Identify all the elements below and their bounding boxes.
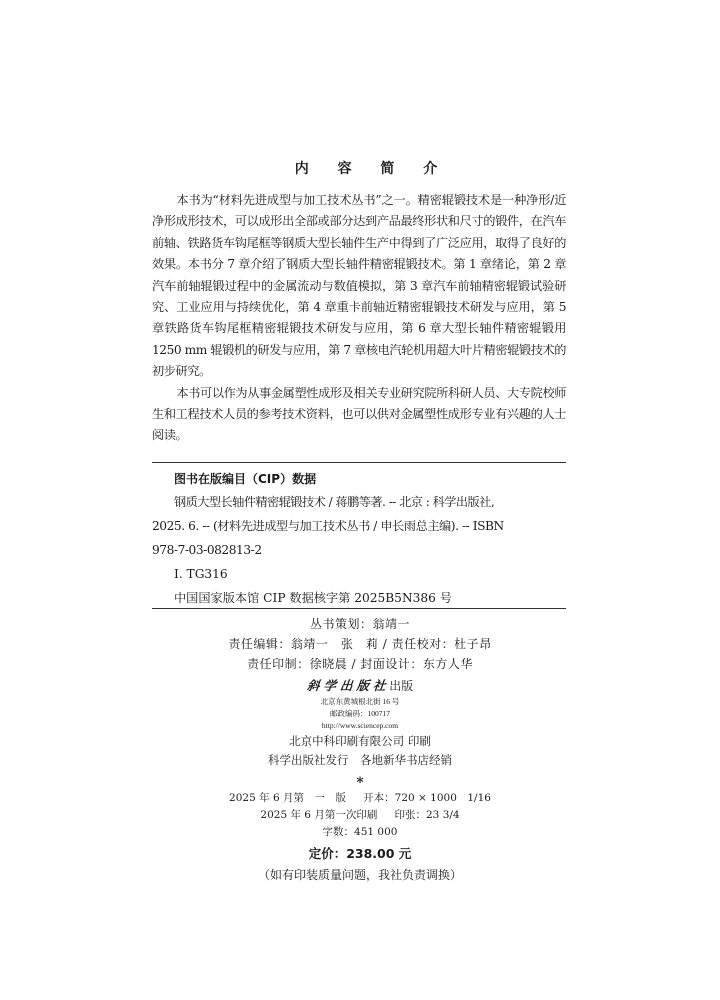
responsible-editors: 责任编辑：翁靖一 张 莉 / 责任校对：杜子昂	[228, 637, 492, 651]
publisher-postcode: 邮政编码：100717	[330, 709, 390, 718]
publisher-website: http://www.sciencep.com	[321, 721, 399, 730]
cip-top-rule	[152, 462, 566, 463]
cip-heading: 图书在版编目（CIP）数据	[174, 472, 317, 486]
intro-title: 内 容 简 介	[294, 161, 450, 177]
intro-section	[152, 190, 566, 447]
edition-line: 2025 年 6 月第 一 版 开本：720 × 1000 1/16	[229, 792, 491, 804]
printer: 北京中科印刷有限公司 印刷	[289, 734, 431, 748]
series-planner: 丛书策划：翁靖一	[309, 617, 410, 631]
word-count: 字数：451 000	[322, 826, 398, 838]
cip-verification: 中国国家版本馆 CIP 数据核字第 2025B5N386 号	[174, 591, 452, 605]
publisher-row	[0, 676, 720, 696]
publisher-logo: 斜学出版社	[305, 678, 391, 693]
publisher-address: 北京东黄城根北街 16 号	[320, 697, 400, 706]
cip-block	[152, 468, 566, 610]
publisher-suffix: 出版	[389, 679, 414, 693]
distribution: 科学出版社发行 各地新华书店经销	[268, 753, 452, 767]
cip-entry-line-2: 2025. 6. -- (材料先进成型与加工技术丛书 / 申长雨总主编). -- ISBN	[152, 519, 504, 533]
quality-notice: （如有印装质量问题，我社负责调换）	[257, 868, 462, 882]
price: 定价：238.00 元	[308, 846, 412, 861]
separator-star: *	[356, 775, 364, 791]
colophon	[0, 614, 720, 885]
cip-classification: Ⅰ. TG316	[174, 567, 228, 581]
intro-paragraph-2: 本书可以作为从事金属塑性成形及相关专业研究院所科研人员、大专院校师生和工程技术人员的参考技术资料，也可以供对金属塑性成形专业有兴趣的人士阅读。	[152, 385, 566, 443]
intro-paragraph-1: 本书为“材料先进成型与加工技术丛书”之一。精密辊锻技术是一种净形/近净形成形技术，可以成形出全部或部分达到产品最终形状和尺寸的锻件，在汽车前轴、铁路货车钩尾框等钢质大型长轴件生产中得到了广泛应用，取得了良好的效果。本书分 7 章介绍了钢质大型长轴件精密辊锻技术。第 1 章绪论，第 2 章汽车前轴辊锻过程中的金属流动与数值模拟，第 3 章汽车前轴精密辊锻试验研究、工业应用与持续优化，第 4 章重卡前轴近精密辊锻技术研发与应用，第 5 章铁路货车钩尾框精密辊锻技术研发与应用，第 6 章大型长轴件精密辊锻用 1250 mm 辊锻机的研发与应用，第 7 章核电汽轮机用超大叶片精密辊锻技术的初步研究。	[152, 193, 566, 379]
cip-entry-line-1: 钢质大型长轴件精密辊锻技术 / 蒋鹏等著. -- 北京 : 科学出版社,	[174, 495, 495, 509]
cip-bottom-rule	[152, 608, 566, 609]
production-credits: 责任印制：徐晓晨 / 封面设计：东方人华	[247, 657, 473, 671]
cip-entry-line-3: 978-7-03-082813-2	[152, 543, 262, 557]
printing-line: 2025 年 6 月第一次印刷 印张：23 3/4	[260, 809, 460, 821]
